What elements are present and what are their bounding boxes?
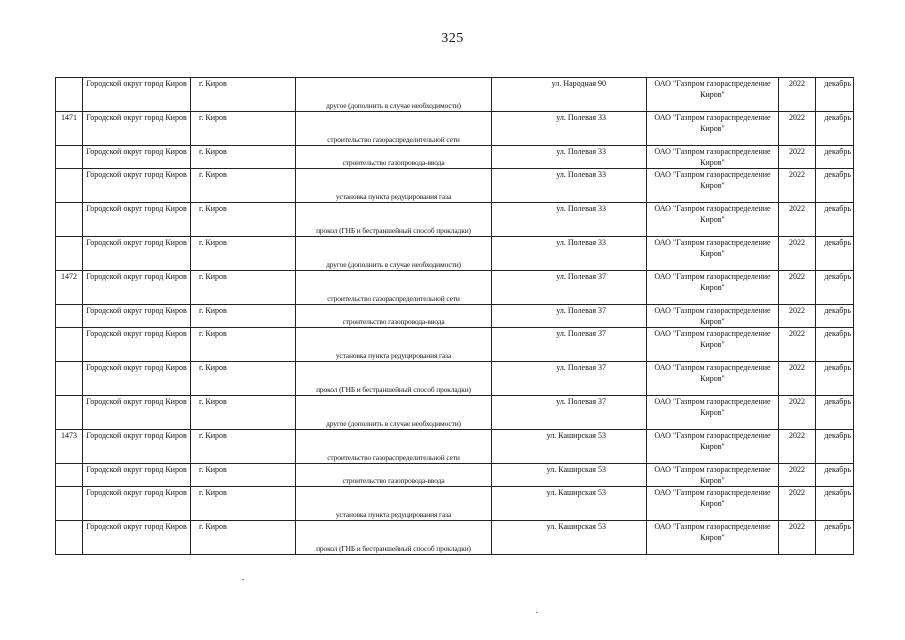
work-type-cell: строительство газораспределительной сети [296, 271, 492, 305]
work-type-cell: прокол (ГНБ и бестраншейный способ прокладки) [296, 362, 492, 396]
city-cell: г. Киров [191, 362, 296, 396]
row-number [56, 203, 83, 237]
table-row [56, 271, 854, 305]
table-row [56, 328, 854, 362]
municipality-cell: Городской округ город Киров [83, 487, 191, 521]
organization-cell: ОАО "Газпром газораспределение Киров" [647, 146, 779, 169]
city-cell: г. Киров [191, 430, 296, 464]
year-cell: 2022 [779, 237, 816, 271]
city-cell: г. Киров [191, 203, 296, 237]
municipality-cell: Городской округ город Киров [83, 362, 191, 396]
year-cell: 2022 [779, 430, 816, 464]
municipality-cell: Городской округ город Киров [83, 169, 191, 203]
month-cell: декабрь [816, 146, 854, 169]
row-number [56, 237, 83, 271]
row-number: 1471 [56, 112, 83, 146]
organization-cell: ОАО "Газпром газораспределение Киров" [647, 487, 779, 521]
month-cell: декабрь [816, 169, 854, 203]
city-cell: г. Киров [191, 237, 296, 271]
year-cell: 2022 [779, 305, 816, 328]
address-cell: ул. Полевая 33 [492, 237, 647, 271]
table-row [56, 203, 854, 237]
month-cell: декабрь [816, 430, 854, 464]
city-cell: г. Киров [191, 521, 296, 555]
year-cell: 2022 [779, 146, 816, 169]
organization-cell: ОАО "Газпром газораспределение Киров" [647, 237, 779, 271]
organization-cell: ОАО "Газпром газораспределение Киров" [647, 78, 779, 112]
month-cell: декабрь [816, 362, 854, 396]
page-number: 325 [441, 31, 464, 46]
row-number [56, 78, 83, 112]
month-cell: декабрь [816, 78, 854, 112]
year-cell: 2022 [779, 521, 816, 555]
work-type-cell: прокол (ГНБ и бестраншейный способ прокладки) [296, 521, 492, 555]
table-row [56, 78, 854, 112]
city-cell: г. Киров [191, 464, 296, 487]
municipality-cell: Городской округ город Киров [83, 271, 191, 305]
row-number [56, 487, 83, 521]
organization-cell: ОАО "Газпром газораспределение Киров" [647, 464, 779, 487]
month-cell: декабрь [816, 112, 854, 146]
month-cell: декабрь [816, 237, 854, 271]
address-cell: ул. Каширская 53 [492, 521, 647, 555]
row-number: 1472 [56, 271, 83, 305]
work-type-cell: строительство газораспределительной сети [296, 430, 492, 464]
municipality-cell: Городской округ город Киров [83, 464, 191, 487]
organization-cell: ОАО "Газпром газораспределение Киров" [647, 396, 779, 430]
work-type-cell: другое (дополнить в случае необходимости) [296, 237, 492, 271]
work-type-cell: установка пункта редуцирования газа [296, 487, 492, 521]
month-cell: декабрь [816, 487, 854, 521]
work-type-cell: установка пункта редуцирования газа [296, 169, 492, 203]
month-cell: декабрь [816, 328, 854, 362]
row-number [56, 521, 83, 555]
municipality-cell: Городской округ город Киров [83, 237, 191, 271]
municipality-cell: Городской округ город Киров [83, 203, 191, 237]
organization-cell: ОАО "Газпром газораспределение Киров" [647, 362, 779, 396]
table-row [56, 146, 854, 169]
address-cell: ул. Полевая 33 [492, 112, 647, 146]
address-cell: ул. Полевая 33 [492, 146, 647, 169]
organization-cell: ОАО "Газпром газораспределение Киров" [647, 112, 779, 146]
row-number [56, 362, 83, 396]
year-cell: 2022 [779, 271, 816, 305]
table-row [56, 169, 854, 203]
municipality-cell: Городской округ город Киров [83, 305, 191, 328]
year-cell: 2022 [779, 464, 816, 487]
row-number [56, 146, 83, 169]
year-cell: 2022 [779, 362, 816, 396]
address-cell: ул. Полевая 33 [492, 169, 647, 203]
city-cell: г. Киров [191, 146, 296, 169]
address-cell: ул. Полевая 37 [492, 305, 647, 328]
work-type-cell: другое (дополнить в случае необходимости) [296, 396, 492, 430]
organization-cell: ОАО "Газпром газораспределение Киров" [647, 328, 779, 362]
table-row [56, 464, 854, 487]
city-cell: г. Киров [191, 78, 296, 112]
year-cell: 2022 [779, 328, 816, 362]
municipality-cell: Городской округ город Киров [83, 78, 191, 112]
work-type-cell: установка пункта редуцирования газа [296, 328, 492, 362]
organization-cell: ОАО "Газпром газораспределение Киров" [647, 521, 779, 555]
month-cell: декабрь [816, 203, 854, 237]
address-cell: ул. Полевая 37 [492, 271, 647, 305]
table-row [56, 237, 854, 271]
municipality-cell: Городской округ город Киров [83, 521, 191, 555]
table-row [56, 487, 854, 521]
table-row [56, 305, 854, 328]
month-cell: декабрь [816, 396, 854, 430]
work-type-cell: другое (дополнить в случае необходимости) [296, 78, 492, 112]
municipality-cell: Городской округ город Киров [83, 396, 191, 430]
organization-cell: ОАО "Газпром газораспределение Киров" [647, 271, 779, 305]
month-cell: декабрь [816, 271, 854, 305]
year-cell: 2022 [779, 396, 816, 430]
city-cell: г. Киров [191, 169, 296, 203]
address-cell: ул. Каширская 53 [492, 430, 647, 464]
table-row [56, 396, 854, 430]
city-cell: г. Киров [191, 112, 296, 146]
table-row [56, 362, 854, 396]
organization-cell: ОАО "Газпром газораспределение Киров" [647, 430, 779, 464]
year-cell: 2022 [779, 203, 816, 237]
municipality-cell: Городской округ город Киров [83, 146, 191, 169]
work-type-cell: строительство газопровода-ввода [296, 146, 492, 169]
municipality-cell: Городской округ город Киров [83, 430, 191, 464]
organization-cell: ОАО "Газпром газораспределение Киров" [647, 203, 779, 237]
city-cell: г. Киров [191, 396, 296, 430]
year-cell: 2022 [779, 78, 816, 112]
address-cell: ул. Каширская 53 [492, 464, 647, 487]
row-number [56, 169, 83, 203]
row-number [56, 328, 83, 362]
table-row [56, 430, 854, 464]
row-number [56, 305, 83, 328]
year-cell: 2022 [779, 487, 816, 521]
city-cell: г. Киров [191, 305, 296, 328]
row-number: 1473 [56, 430, 83, 464]
address-cell: ул. Каширская 53 [492, 487, 647, 521]
address-cell: ул. Полевая 37 [492, 396, 647, 430]
address-cell: ул. Народная 90 [492, 78, 647, 112]
city-cell: г. Киров [191, 271, 296, 305]
address-cell: ул. Полевая 37 [492, 362, 647, 396]
year-cell: 2022 [779, 112, 816, 146]
work-type-cell: строительство газораспределительной сети [296, 112, 492, 146]
work-type-cell: строительство газопровода-ввода [296, 464, 492, 487]
table-row [56, 112, 854, 146]
table-row [56, 521, 854, 555]
month-cell: декабрь [816, 521, 854, 555]
year-cell: 2022 [779, 169, 816, 203]
municipality-cell: Городской округ город Киров [83, 112, 191, 146]
work-type-cell: строительство газопровода-ввода [296, 305, 492, 328]
work-type-cell: прокол (ГНБ и бестраншейный способ прокладки) [296, 203, 492, 237]
city-cell: г. Киров [191, 328, 296, 362]
address-cell: ул. Полевая 33 [492, 203, 647, 237]
row-number [56, 396, 83, 430]
row-number [56, 464, 83, 487]
municipality-cell: Городской округ город Киров [83, 328, 191, 362]
month-cell: декабрь [816, 464, 854, 487]
organization-cell: ОАО "Газпром газораспределение Киров" [647, 169, 779, 203]
register-table [55, 77, 854, 555]
month-cell: декабрь [816, 305, 854, 328]
city-cell: г. Киров [191, 487, 296, 521]
address-cell: ул. Полевая 37 [492, 328, 647, 362]
organization-cell: ОАО "Газпром газораспределение Киров" [647, 305, 779, 328]
